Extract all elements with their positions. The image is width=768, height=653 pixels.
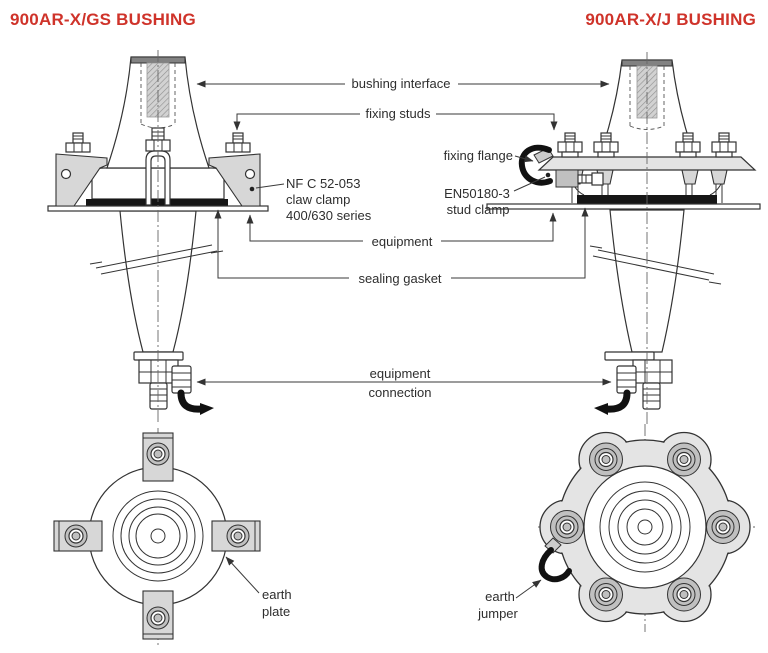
j-bushing-top-view xyxy=(538,424,756,632)
label-equipment-connection-2: connection xyxy=(368,385,432,400)
gs-fixing-stud-left xyxy=(66,133,90,152)
label-equipment: equipment xyxy=(371,234,433,249)
j-bushing-side-view xyxy=(487,52,760,424)
label-claw-clamp-3: 400/630 series xyxy=(286,208,372,223)
gs-earth-wire xyxy=(181,393,201,409)
j-earth-wire-end xyxy=(594,403,608,415)
label-earth-jumper-1: earth xyxy=(485,589,515,604)
label-stud-clamp-2: stud clamp xyxy=(446,202,510,217)
gs-earth-plate-clamp-south xyxy=(143,591,173,639)
gs-bushing-side-view xyxy=(48,50,268,424)
gs-claw-hole-right xyxy=(246,170,255,179)
j-base-plate xyxy=(487,204,760,209)
label-earth-plate-2: plate xyxy=(262,604,291,619)
gs-claw-hole-left xyxy=(62,170,71,179)
gs-top-outer-circle xyxy=(89,467,227,605)
label-equipment-connection-1: equipment xyxy=(369,366,431,381)
page-title-j-bushing: 900AR-X/J BUSHING xyxy=(585,10,756,29)
gs-earth-wire-end xyxy=(200,403,214,415)
gs-fixing-stud-right xyxy=(226,133,250,152)
j-earth-wire xyxy=(607,393,627,409)
gs-earth-plate-clamp-north xyxy=(143,433,173,481)
gs-sealing-gasket xyxy=(86,199,228,206)
gs-earth-plate-clamp-east xyxy=(212,521,260,551)
label-fixing-studs: fixing studs xyxy=(365,106,431,121)
gs-earth-plate-clamp-west xyxy=(54,521,102,551)
label-earth-jumper-2: jumper xyxy=(478,606,518,621)
label-claw-clamp-2: claw clamp xyxy=(286,192,351,207)
label-claw-clamp-1: NF C 52-053 xyxy=(286,176,361,191)
label-fixing-flange: fixing flange xyxy=(443,148,513,163)
label-stud-clamp-1: EN50180-3 xyxy=(444,186,510,201)
label-bushing-interface: bushing interface xyxy=(351,76,451,91)
j-equipment-connection-terminal xyxy=(605,352,672,409)
gs-bushing-top-view xyxy=(54,428,260,648)
j-top-body-circle xyxy=(584,466,706,588)
label-sealing-gasket: sealing gasket xyxy=(358,271,442,286)
page-title-gs-bushing: 900AR-X/GS BUSHING xyxy=(10,10,196,29)
label-earth-plate-1: earth xyxy=(262,587,292,602)
